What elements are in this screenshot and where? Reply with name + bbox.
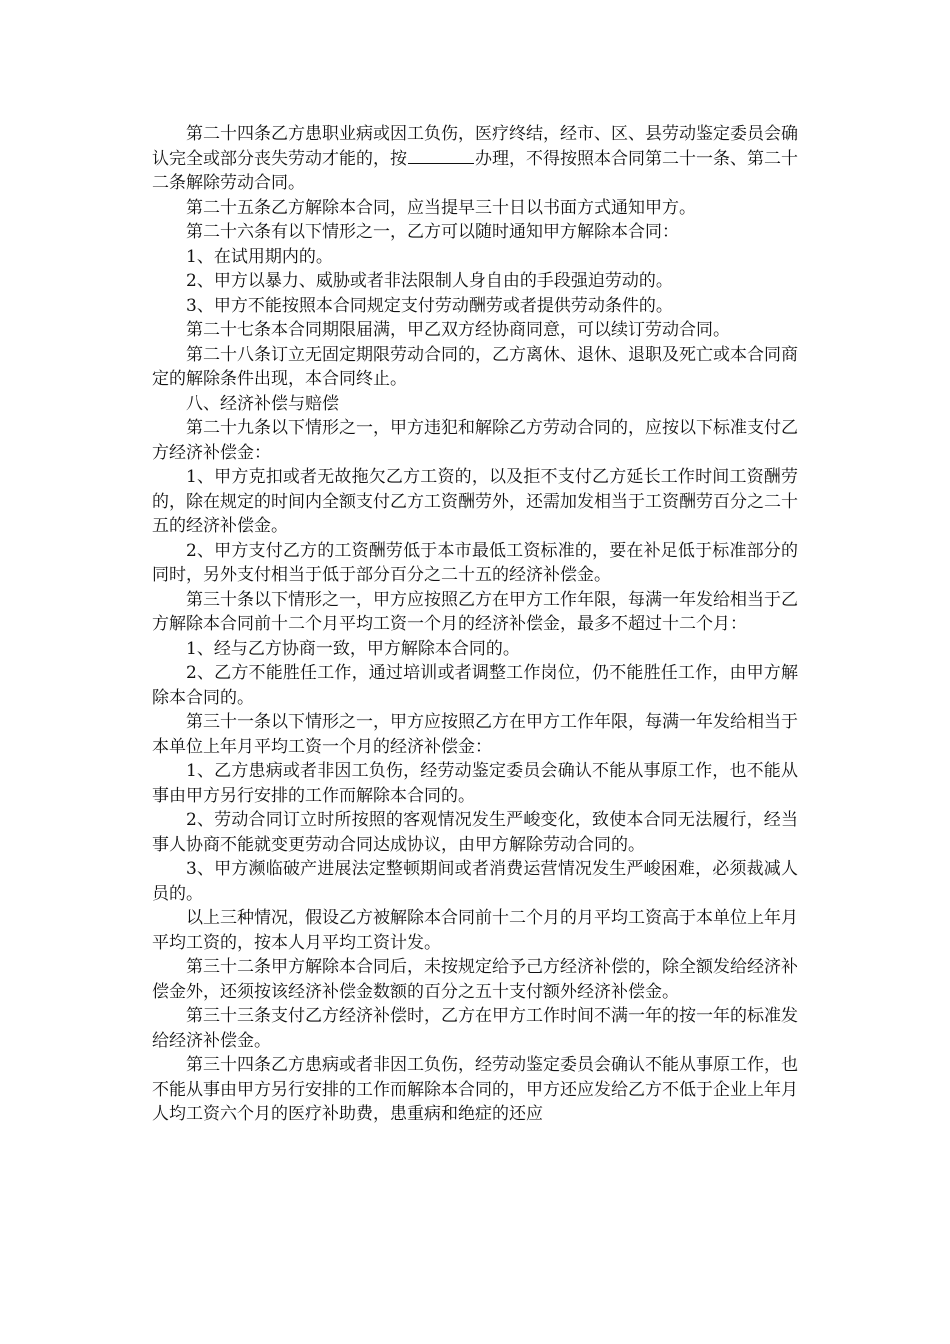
paragraph-article-27: 第二十七条本合同期限届满，甲乙双方经协商同意，可以续订劳动合同。 bbox=[186, 320, 730, 340]
paragraph-article-30: 第三十条以下情形之一，甲方应按照乙方在甲方工作年限，每满一年发给相当于乙方解除本合同前十二个月平均工资一个月的经济补偿金，最多不超过十二个月： bbox=[152, 589, 798, 634]
article-24-text-after-blank: 办理，不得按照本合同第二十一条、第二十二条解除劳动合同。 bbox=[152, 148, 798, 193]
list-item-article-26-1: 1、在试用期内的。 bbox=[186, 246, 333, 267]
paragraph-article-25: 第二十五条乙方解除本合同，应当提早三十日以书面方式通知甲方。 bbox=[186, 197, 696, 218]
section-heading-8: 八、经济补偿与赔偿 bbox=[186, 393, 339, 414]
paragraph-article-32: 第三十二条甲方解除本合同后，未按规定给予己方经济补偿的，除全额发给经济补偿金外，还须按该经济补偿金数额的百分之五十支付额外经济补偿金。 bbox=[152, 957, 798, 1002]
paragraph-article-28: 第二十八条订立无固定期限劳动合同的，乙方离休、退休、退职及死亡或本合同商定的解除条件出现，本合同终止。 bbox=[152, 344, 798, 389]
article-24-text-before-blank: 第二十四条乙方患职业病或因工负伤，医疗终结，经市、区、县劳动鉴定委员会确认完全或部分丧失劳动才能的，按 bbox=[152, 124, 798, 169]
list-item-article-30-1: 1、经与乙方协商一致，甲方解除本合同的。 bbox=[186, 638, 520, 659]
paragraph-article-26: 第二十六条有以下情形之一，乙方可以随时通知甲方解除本合同： bbox=[186, 222, 679, 242]
list-item-article-29-1: 1、甲方克扣或者无故拖欠乙方工资的，以及拒不支付乙方延长工作时间工资酬劳的，除在规定的时间内全额支付乙方工资酬劳外，还需加发相当于工资酬劳百分之二十五的经济补偿金。 bbox=[152, 467, 798, 536]
list-item-article-31-1: 1、乙方患病或者非因工负伤，经劳动鉴定委员会确认不能从事原工作，也不能从事由甲方另行安排的工作而解除本合同的。 bbox=[152, 761, 798, 806]
list-item-article-29-2: 2、甲方支付乙方的工资酬劳低于本市最低工资标准的，要在补足低于标准部分的同时，另外支付相当于低于部分百分之二十五的经济补偿金。 bbox=[152, 540, 798, 585]
paragraph-article-31-note: 以上三种情况，假设乙方被解除本合同前十二个月的月平均工资高于本单位上年月平均工资的，按本人月平均工资计发。 bbox=[152, 908, 798, 953]
paragraph-article-34: 第三十四条乙方患病或者非因工负伤，经劳动鉴定委员会确认不能从事原工作，也不能从事由甲方另行安排的工作而解除本合同的，甲方还应发给乙方不低于企业上年月人均工资六个月的医疗补助费，患重病和绝症的还应 bbox=[152, 1055, 798, 1124]
list-item-article-31-2: 2、劳动合同订立时所按照的客观情况发生严峻变化，致使本合同无法履行，经当事人协商不能就变更劳动合同达成协议，由甲方解除劳动合同的。 bbox=[152, 810, 798, 855]
fill-in-blank bbox=[408, 147, 474, 164]
paragraph-article-29: 第二十九条以下情形之一，甲方违犯和解除乙方劳动合同的，应按以下标准支付乙方经济补偿金： bbox=[152, 418, 798, 463]
paragraph-article-31: 第三十一条以下情形之一，甲方应按照乙方在甲方工作年限，每满一年发给相当于本单位上年月平均工资一个月的经济补偿金： bbox=[152, 712, 798, 757]
list-item-article-26-3: 3、甲方不能按照本合同规定支付劳动酬劳或者提供劳动条件的。 bbox=[186, 295, 673, 316]
paragraph-article-33: 第三十三条支付乙方经济补偿时，乙方在甲方工作时间不满一年的按一年的标准发给经济补偿金。 bbox=[152, 1006, 798, 1051]
list-item-article-30-2: 2、乙方不能胜任工作，通过培训或者调整工作岗位，仍不能胜任工作，由甲方解除本合同的。 bbox=[152, 663, 798, 708]
list-item-article-31-3: 3、甲方濒临破产进展法定整顿期间或者消费运营情况发生严峻困难，必须裁减人员的。 bbox=[152, 859, 798, 904]
document-body bbox=[152, 122, 798, 1127]
paragraph-article-24 bbox=[152, 122, 798, 196]
list-item-article-26-2: 2、甲方以暴力、威胁或者非法限制人身自由的手段强迫劳动的。 bbox=[186, 271, 673, 291]
